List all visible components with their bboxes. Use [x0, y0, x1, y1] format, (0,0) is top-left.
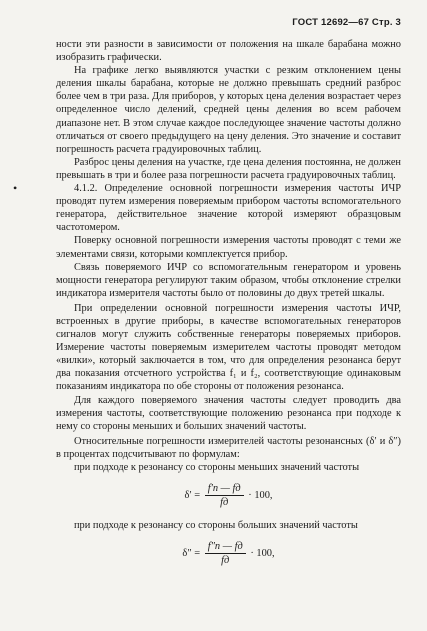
paragraph-1: ности эти разности в зависимости от положения на шкале барабана можно изобразить графически. [56, 39, 401, 64]
formula-2-fraction [205, 540, 246, 567]
formula-1 [56, 482, 401, 509]
paragraph-3: Разброс цены деления на участке, где цена деления постоянна, не должен превышать в три и более раза погрешности расчета градуировочных таблиц. [56, 156, 401, 181]
formula-2-lhs: δ″ = [182, 548, 201, 560]
body-text [56, 38, 401, 578]
formula-1-intro: при подходе к резонансу со стороны меньших значений частоты [74, 462, 360, 473]
paragraph-8: Для каждого поверяемого значения частоты следует проводить два измерения частоты, соответствующие положению резонанса при подходе к нему со стороны меньших и больших значений частоты. [56, 394, 401, 432]
formula-1-rhs: · 100, [248, 490, 273, 502]
margin-mark: • [13, 181, 18, 195]
formula-2-denominator: fд [221, 555, 230, 567]
paragraph-4: 4.1.2. Определение основной погрешности измерения частоты ИЧР проводят путем измерения поверяемым прибором частоты вспомогательного генератора, действительное значение которой измеряют образцовым частотомером. [56, 183, 401, 234]
paragraph-9: Относительные погрешности измерителей частоты резонансных (δ′ и δ″) в процентах подсчитывают по формулам: [56, 435, 401, 460]
formula-1-lhs: δ′ = [184, 490, 201, 502]
paragraph-7: При определении основной погрешности измерения частоты ИЧР, встроенных в другие приборы, в качестве вспомогательных генераторов сигналов могут служить собственные генераторы поверяемых приборов. Измерение частоты поверяемым измерителем частоты проводят методом «вилки», который заключается в том, что для определения резонанса берут два показания отсчетного устройства f₁ и f₂, соответствующие одинаковым показаниям индикатора по обе стороны от положения резонанса. [56, 302, 401, 393]
formula-1-denominator: fд [220, 497, 229, 509]
formula-2-numerator: f″п — fд [205, 540, 246, 554]
page-header: ГОСТ 12692—67 Стр. 3 [292, 17, 401, 28]
formula-1-fraction [205, 482, 244, 509]
formula-2-rhs: · 100, [250, 548, 275, 560]
formula-1-numerator: f′п — fд [205, 482, 244, 496]
paragraph-6: Связь поверяемого ИЧР со вспомогательным генератором и уровень мощности генератора регулируют таким образом, чтобы отклонение стрелки индикатора измерителя частоты было от половины до двух третей шкалы. [56, 261, 401, 299]
paragraph-2: На графике легко выявляются участки с резким отклонением цены деления шкалы барабана, которые не должно превышать средний разброс более чем в три раза. Для приборов, у которых цена деления возрастает через определенное число делений, средней цены деления во всем рабочем диапазоне нет. В этом случае каждое последующее значение частоты должно отличаться от своего предыдущего на цену деления. Это значение и составит погрешность расчета градуировочных таблиц. [56, 65, 401, 155]
formula-2 [56, 540, 401, 567]
formula-2-intro: при подходе к резонансу со стороны больших значений частоты [74, 520, 358, 532]
paragraph-5: Поверку основной погрешности измерения частоты проводят с теми же элементами связи, которыми комплектуется прибор. [56, 235, 401, 260]
